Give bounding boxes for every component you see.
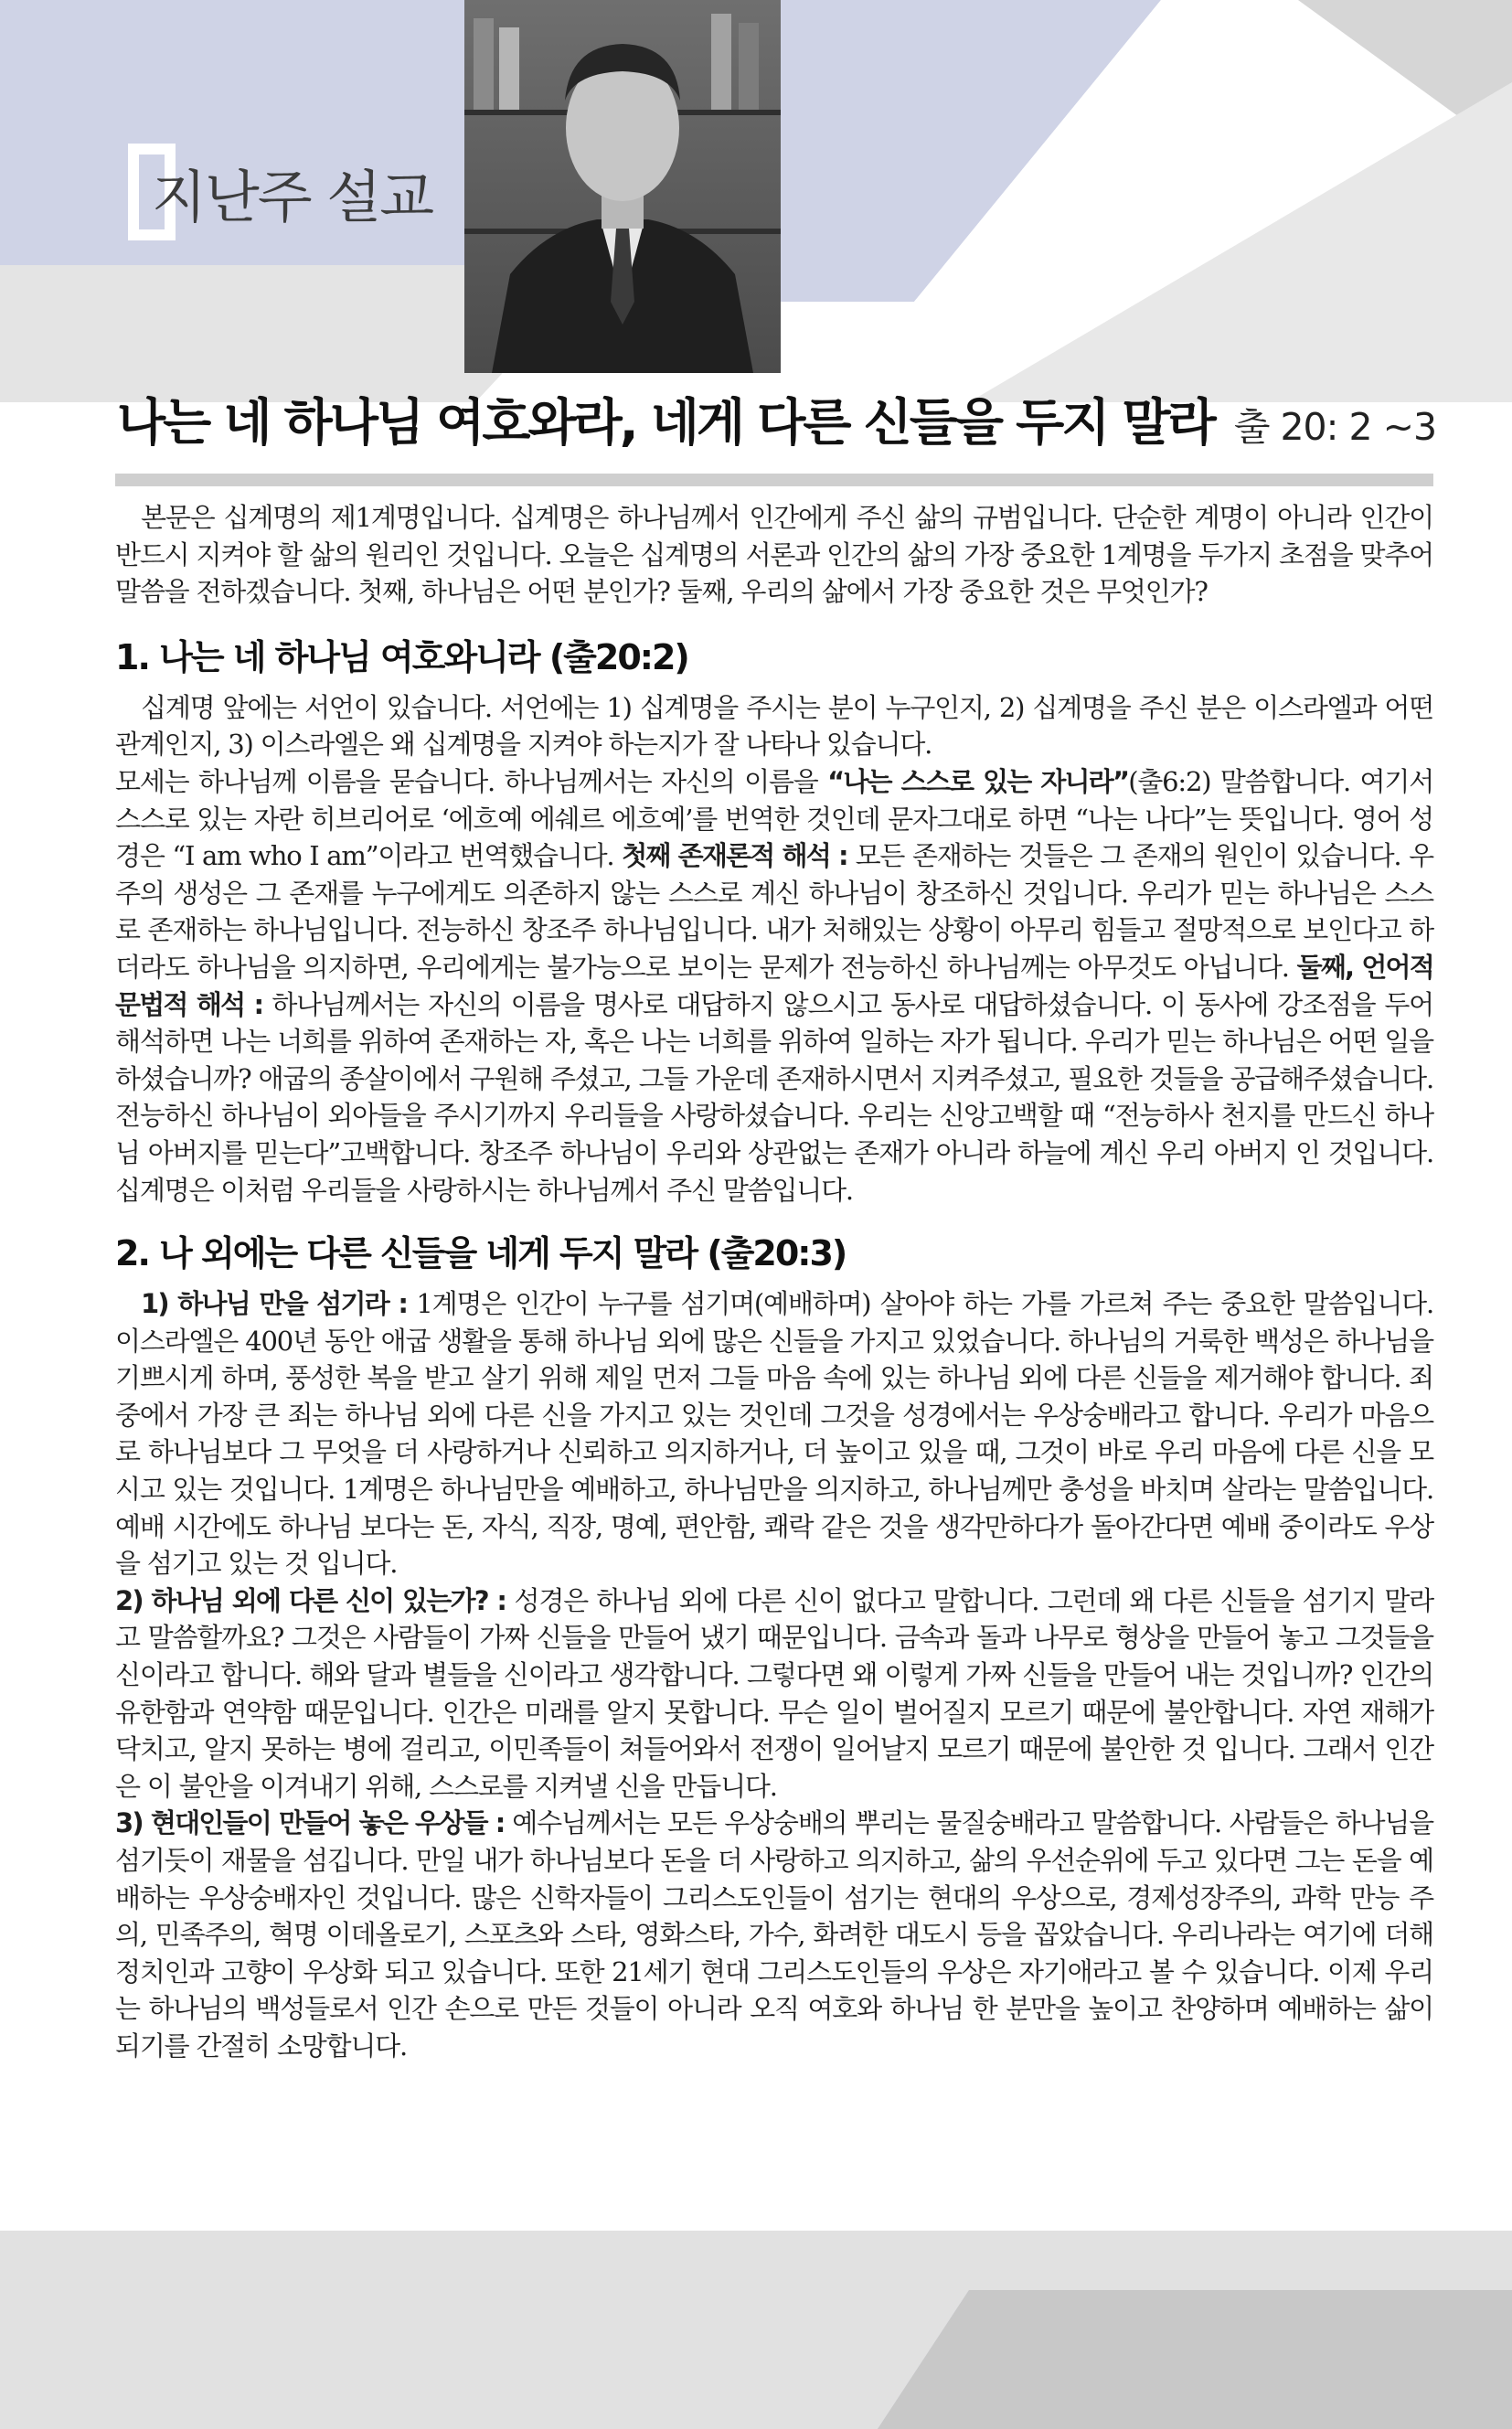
sermon-title — [117, 382, 1437, 454]
text-span: 성경은 하나님 외에 다른 신이 없다고 말합니다. 그런데 왜 다른 신들을 섬기지 말라고 말씀할까요? 그것은 사람들이 가짜 신들을 만들어 냈기 때문입니다. 금속과 돌과 나무로 형상을 만들어 놓고 그것들을 신이라고 합니다. 해와 달과 별들을 신이라고 생각합니다. 그렇다면 왜 이렇게 가짜 신들을 만들어 내는 것입니까? 인간의 유한함과 연약함 때문입니다. 인간은 미래를 알지 못합니다. 무슨 일이 벌어질지 모르기 때문에 불안합니다. 자연 재해가 닥치고, 알지 못하는 병에 걸리고, 이민족들이 쳐들어와서 전쟁이 일어날지 모르기 때문에 불안한 것 입니다. 그래서 인간은 이 불안을 이겨내기 위해, 스스로를 지켜낼 신을 만듭니다. — [115, 1584, 1433, 1802]
section-2-heading: 2. 나 외에는 다른 신들을 네게 두지 말라 (출20:3) — [115, 1233, 847, 1274]
section-tag-label: 지난주 설교 — [152, 163, 433, 230]
emphasis-quote: “나는 스스로 있는 자니라” — [827, 765, 1129, 797]
emphasis-label: 둘째, 언어적 문법적 해석 : — [115, 951, 1433, 1020]
emphasis-label: 첫째 존재론적 해석 : — [622, 840, 847, 872]
text-span: 예수님께서는 모든 우상숭배의 뿌리는 물질숭배라고 말씀합니다. 사람들은 하나님을 섬기듯이 재물을 섬깁니다. 만일 내가 하나님보다 돈을 더 사랑하고 의지하고, 삶의 우선순위에 두고 있다면 그는 돈을 예배하는 우상숭배자인 것입니다. 많은 신학자들이 그리스도인들이 섬기는 현대의 우상으로, 경제성장주의, 과학 만능 주의, 민족주의, 혁명 이데올로기, 스포츠와 스타, 영화스타, 가수, 화려한 대도시 등을 꼽았습니다. 우리나라는 여기에 더해 정치인과 고향이 우상화 되고 있습니다. 또한 21세기 현대 그리스도인들의 우상은 자기애라고 볼 수 있습니다. 이제 우리는 하나님의 백성들로서 인간 손으로 만든 것들이 아니라 오직 여호와 하나님 한 분만을 높이고 찬양하며 예배하는 삶이 되기를 간절히 소망합니다. — [115, 1807, 1433, 2061]
sermon-body — [115, 499, 1433, 2065]
point-label: 1) 하나님 만을 섬기라 : — [141, 1288, 408, 1320]
point-label: 2) 하나님 외에 다른 신이 있는가? : — [115, 1584, 506, 1616]
text-span: 하나님께서는 자신의 이름을 명사로 대답하지 않으시고 동사로 대답하셨습니다. 이 동사에 강조점을 두어 해석하면 나는 너희를 위하여 존재하는 자, 혹은 나는 너희를 위하여 일하는 자가 됩니다. 우리가 믿는 하나님은 어떤 일을 하셨습니까? 애굽의 종살이에서 구원해 주셨고, 그들 가운데 존재하시면서 지켜주셨고, 필요한 것들을 공급해주셨습니다. 전능하신 하나님이 외아들을 주시기까지 우리들을 사랑하셨습니다. 우리는 신앙고백할 때 “전능하사 천지를 만드신 하나님 아버지를 믿는다”고백합니다. 창조주 하나님이 우리와 상관없는 존재가 아니라 하늘에 계신 우리 아버지 인 것입니다. 십계명은 이처럼 우리들을 사랑하시는 하나님께서 주신 말씀입니다. — [115, 988, 1433, 1206]
section-2-point-3 — [115, 1805, 1433, 2064]
preacher-photo — [464, 0, 781, 373]
point-label: 3) 현대인들이 만들어 놓은 우상들 : — [115, 1807, 505, 1839]
footer-darkgray — [878, 2290, 1512, 2429]
section-2-point-1 — [115, 1285, 1433, 1582]
text-span: (출6:2) 말씀합니다. 여기서 스스로 있는 자란 히브리어로 ‘에흐예 에쉐르 에흐예’를 번역한 것인데 문자그대로 하면 “나는 나다”는 뜻입니다. 영어 성경은 “I am who I am”이라고 번역했습니다. — [115, 765, 1434, 872]
title-divider — [115, 474, 1433, 486]
section-1-paragraph-1: 십계명 앞에는 서언이 있습니다. 서언에는 1) 십계명을 주시는 분이 누구인지, 2) 십계명을 주신 분은 이스라엘과 어떤 관계인지, 3) 이스라엘은 왜 십계명을 지켜야 하는지가 잘 나타나 있습니다. — [115, 691, 1433, 761]
text-span: 1계명은 인간이 누구를 섬기며(예배하며) 살아야 하는 가를 가르쳐 주는 중요한 말씀입니다. 이스라엘은 400년 동안 애굽 생활을 통해 하나님 외에 많은 신들을 가지고 있었습니다. 하나님의 거룩한 백성은 하나님을 기쁘시게 하며, 풍성한 복을 받고 살기 위해 제일 먼저 그들 마음 속에 있는 하나님 외에 다른 신들을 제거해야 합니다. 죄 중에서 가장 큰 죄는 하나님 외에 다른 신을 가지고 있는 것인데 그것을 성경에서는 우상숭배라고 합니다. 우리가 마음으로 하나님보다 그 무엇을 더 사랑하거나 신뢰하고 의지하거나, 더 높이고 있을 때, 그것이 바로 우리 마음에 다른 신을 모시고 있는 것입니다. 1계명은 하나님만을 예배하고, 하나님만을 의지하고, 하나님께만 충성을 바치며 살라는 말씀입니다. 예배 시간에도 하나님 보다는 돈, 자식, 직장, 명예, 편안함, 쾌락 같은 것을 생각만하다가 돌아간다면 예배 중이라도 우상을 섬기고 있는 것 입니다. — [115, 1288, 1433, 1580]
section-1-paragraph-2 — [115, 763, 1433, 1209]
portrait-figure — [464, 0, 781, 373]
sermon-title-main: 나는 네 하나님 여호와라, 네게 다른 신들을 두지 말라 — [117, 393, 1214, 452]
text-span: 모든 존재하는 것들은 그 존재의 원인이 있습니다. 우주의 생성은 그 존재를 누구에게도 의존하지 않는 스스로 계신 하나님이 창조하신 것입니다. 우리가 믿는 하나님은 스스로 존재하는 하나님입니다. 전능하신 창조주 하나님입니다. 내가 처해있는 상황이 아무리 힘들고 절망적으로 보인다고 하더라도 하나님을 의지하면, 우리에게는 불가능으로 보이는 문제가 전능하신 하나님께는 아무것도 아닙니다. — [115, 840, 1433, 983]
scripture-reference: 출 20: 2 ~3 — [1233, 405, 1437, 449]
section-2-point-2 — [115, 1582, 1433, 1806]
intro-paragraph: 본문은 십계명의 제1계명입니다. 십계명은 하나님께서 인간에게 주신 삶의 규범입니다. 단순한 계명이 아니라 인간이 반드시 지켜야 할 삶의 원리인 것입니다. 오늘은 십계명의 서론과 인간의 삶의 가장 중요한 1계명을 두가지 초점을 맞추어 말씀을 전하겠습니다. 첫째, 하나님은 어떤 분인가? 둘째, 우리의 삶에서 가장 중요한 것은 무엇인가? — [115, 502, 1433, 608]
section-tag — [128, 137, 432, 247]
text-span: 모세는 하나님께 이름을 묻습니다. 하나님께서는 자신의 이름을 — [115, 765, 828, 797]
section-1-heading: 1. 나는 네 하나님 여호와니라 (출20:2) — [115, 636, 688, 677]
